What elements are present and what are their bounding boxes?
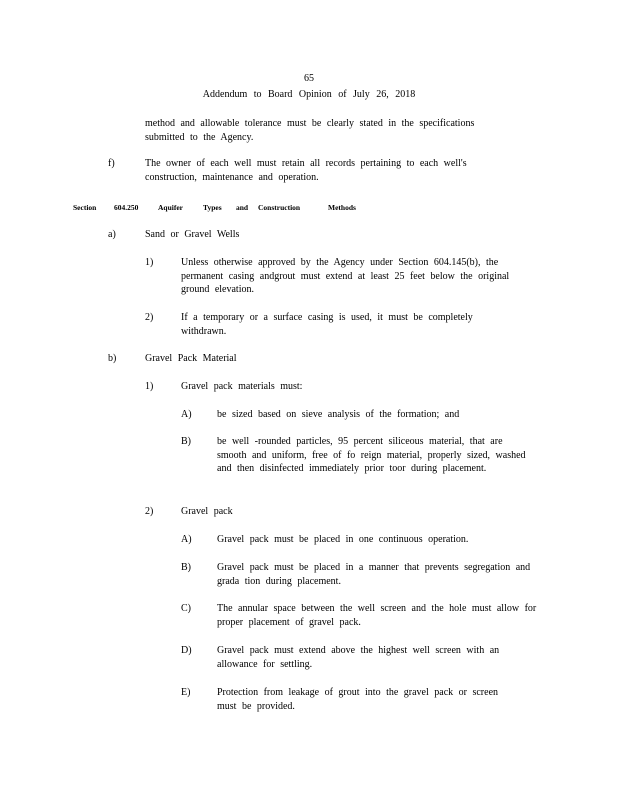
item-f-label: f) [108,158,115,169]
list-item-label: 1) [145,257,154,268]
list-item-label: 1) [145,381,154,392]
sub-item-label: A) [181,534,192,545]
continuation-paragraph: method and allowable tolerance must be clearly stated in the specifications submitted to the Agency. [145,118,475,143]
subsection-b-heading: Gravel Pack Material [145,353,237,364]
sub-item-text: be well -rounded particles, 95 percent siliceous material, that are smooth and uniform, free of fo reign material, properly sized, washed and then disinfected immediately prior toor during placement. [217,436,526,474]
section-title-word: Types [203,203,222,212]
item-f-text: The owner of each well must retain all records pertaining to each well's construction, maintenance and operation. [145,158,467,183]
section-title-word: and [236,203,249,212]
sub-item-label: D) [181,645,192,656]
list-item-text: Gravel pack [181,506,233,517]
subsection-a-label: a) [108,229,116,240]
sub-item-label: A) [181,409,192,420]
sub-item-text: be sized based on sieve analysis of the formation; and [217,409,460,420]
page-number: 65 [304,73,314,84]
sub-item-label: B) [181,436,191,447]
list-item-text: Gravel pack materials must: [181,381,303,392]
subsection-a-heading: Sand or Gravel Wells [145,229,240,240]
sub-item-text: Gravel pack must be placed in one continuous operation. [217,534,469,545]
section-word: Section [73,203,97,212]
page-header: Addendum to Board Opinion of July 26, 2018 [202,89,416,100]
section-title-word: Methods [328,203,356,212]
list-item-text: Unless otherwise approved by the Agency under Section 604.145(b), the permanent casing andgrout must extend at least 25 feet below the original ground elevation. [181,257,510,295]
section-number: 604.250 [114,203,139,212]
list-item-label: 2) [145,312,154,323]
sub-item-text: Gravel pack must be placed in a manner that prevents segregation and grada tion during placement. [217,562,531,587]
sub-item-label: E) [181,687,191,698]
sub-item-text: Protection from leakage of grout into the gravel pack or screen must be provided. [217,687,499,712]
sub-item-text: The annular space between the well screen and the hole must allow for proper placement of gravel pack. [217,603,537,628]
section-title-word: Aquifer [158,203,183,212]
list-item-label: 2) [145,506,154,517]
section-title-word: Construction [258,203,301,212]
sub-item-text: Gravel pack must extend above the highest well screen with an allowance for settling. [217,645,500,670]
sub-item-label: C) [181,603,191,614]
list-item-text: If a temporary or a surface casing is used, it must be completely withdrawn. [181,312,473,337]
subsection-b-label: b) [108,353,117,364]
sub-item-label: B) [181,562,191,573]
